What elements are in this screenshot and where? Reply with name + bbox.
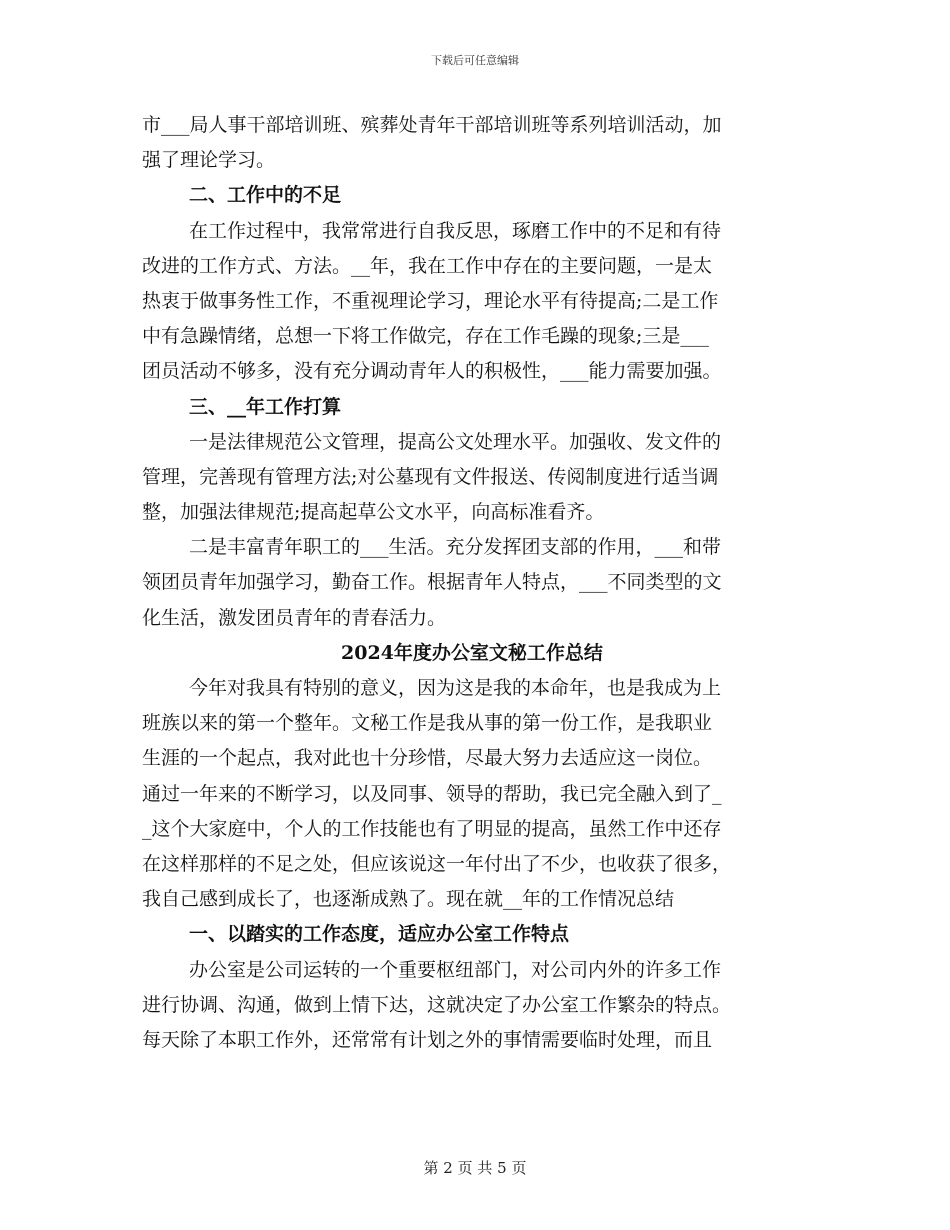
body-line: 每天除了本职工作外，还常常有计划之外的事情需要临时处理，而且: [142, 1028, 713, 1051]
body-line: 在工作过程中，我常常进行自我反思，琢磨工作中的不足和有待: [189, 219, 722, 242]
section-heading: 三、__年工作打算: [189, 395, 342, 418]
body-line: 在这样那样的不足之处，但应该说这一年付出了不少，也收获了很多，: [142, 852, 732, 875]
body-line: 领团员青年加强学习，勤奋工作。根据青年人特点，___不同类型的文: [142, 571, 722, 594]
body-line: 化生活，激发团员青年的青春活力。: [142, 606, 447, 629]
body-line: 热衷于做事务性工作，不重视理论学习，理论水平有待提高;二是工作: [142, 289, 719, 312]
body-line: 今年对我具有特别的意义，因为这是我的本命年，也是我成为上: [189, 677, 722, 699]
section-heading: 一、以踏实的工作态度，适应办公室工作特点: [189, 923, 570, 946]
document-title: 2024年度办公室文秘工作总结: [341, 641, 603, 664]
body-line: 一是法律规范公文管理，提高公文处理水平。加强收、发文件的: [189, 430, 722, 453]
page-header: 下载后可任意编辑: [431, 54, 519, 67]
page-number: 第 2 页 共 5 页: [423, 1159, 527, 1177]
body-line: 生涯的一个起点，我对此也十分珍惜，尽最大努力去适应这一岗位。: [142, 747, 713, 770]
body-line: 强了理论学习。: [142, 149, 276, 172]
body-line: 我自己感到成长了，也逐渐成熟了。现在就__年的工作情况总结: [142, 888, 675, 911]
body-line: 中有急躁情绪，总想一下将工作做完，存在工作毛躁的现象;三是___: [142, 325, 709, 348]
body-line: 管理，完善现有管理方法;对公墓现有文件报送、传阅制度进行适当调: [142, 465, 719, 488]
body-line: 办公室是公司运转的一个重要枢纽部门，对公司内外的许多工作: [189, 958, 722, 981]
body-line: 整，加强法律规范;提高起草公文水平，向高标准看齐。: [142, 501, 605, 524]
body-line: 市___局人事干部培训班、殡葬处青年干部培训班等系列培训活动，加: [142, 114, 722, 136]
body-line: 进行协调、沟通，做到上情下达，这就决定了办公室工作繁杂的特点。: [142, 993, 732, 1016]
body-line: 二是丰富青年职工的___生活。充分发挥团支部的作用，___和带: [189, 536, 722, 559]
body-line: 团员活动不够多，没有充分调动青年人的积极性，___能力需要加强。: [142, 360, 722, 383]
body-line: 通过一年来的不断学习，以及同事、领导的帮助，我已完全融入到了_: [142, 782, 722, 805]
document-body: [142, 108, 802, 1058]
body-line: 改进的工作方式、方法。__年，我在工作中存在的主要问题，一是太: [142, 254, 713, 277]
body-line: 班族以来的第一个整年。文秘工作是我从事的第一份工作，是我职业: [142, 712, 713, 735]
body-line: _这个大家庭中，个人的工作技能也有了明显的提高，虽然工作中还存: [142, 817, 722, 840]
section-heading: 二、工作中的不足: [189, 184, 342, 207]
